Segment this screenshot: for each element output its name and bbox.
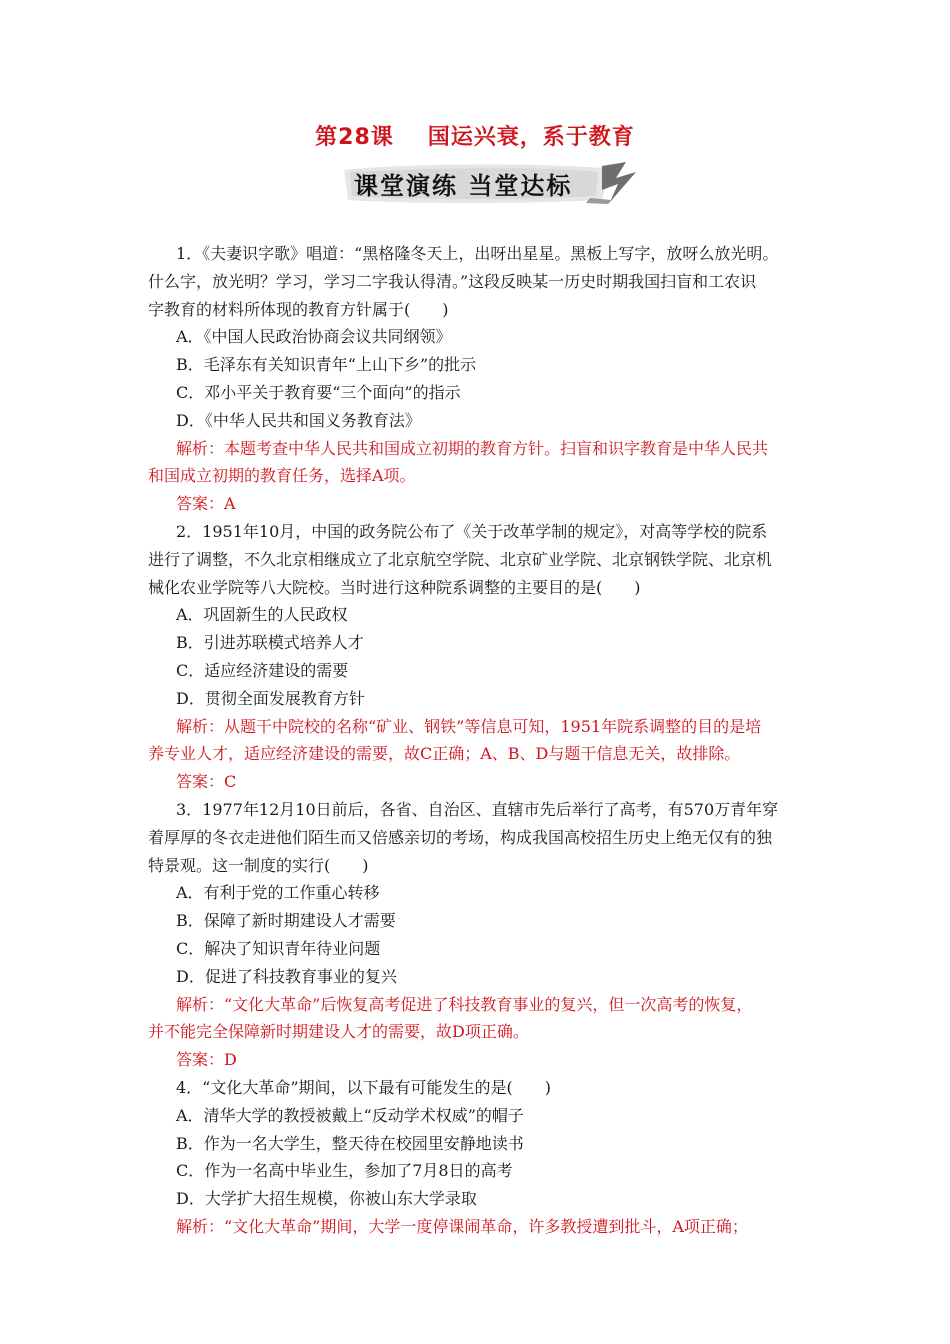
answer-line: 答案：A <box>176 494 236 514</box>
question-line: 什么字，放光明？学习，学习二字我认得清。”这段反映某一历史时期我国扫盲和工农识 <box>148 271 757 291</box>
question-line: C．邓小平关于教育要“三个面向”的指示 <box>176 382 461 402</box>
answer-line: 解析：“文化大革命”后恢复高考促进了科技教育事业的复兴，但一次高考的恢复， <box>176 994 753 1014</box>
question-line: 4．“文化大革命”期间，以下最有可能发生的是( ) <box>176 1077 552 1097</box>
question-line: 特景观。这一制度的实行( ) <box>148 855 369 875</box>
section-banner <box>340 160 640 206</box>
banner-title: 课堂演练 当堂达标 <box>354 172 573 200</box>
question-line: A．《中国人民政治协商会议共同纲领》 <box>176 327 452 347</box>
question-line: 着厚厚的冬衣走进他们陌生而又倍感亲切的考场，构成我国高校招生历史上绝无仅有的独 <box>148 827 773 847</box>
lesson-name: 国运兴衰，系于教育 <box>427 125 635 150</box>
question-line: D．贯彻全面发展教育方针 <box>176 688 365 708</box>
lesson-title <box>0 120 950 151</box>
answer-line: 解析：“文化大革命”期间，大学一度停课闹革命，许多教授遭到批斗，A项正确； <box>176 1216 748 1236</box>
question-line: B．保障了新时期建设人才需要 <box>176 911 396 931</box>
question-line: 进行了调整，不久北京相继成立了北京航空学院、北京矿业学院、北京钢铁学院、北京机 <box>148 549 773 569</box>
question-line: A．有利于党的工作重心转移 <box>176 883 380 903</box>
answer-line: 和国成立初期的教育任务，选择A项。 <box>148 466 416 486</box>
question-line: C．作为一名高中毕业生，参加了7月8日的高考 <box>176 1161 513 1181</box>
question-line: 2．1951年10月，中国的政务院公布了《关于改革学制的规定》，对高等学校的院系 <box>176 521 768 541</box>
question-line: C．适应经济建设的需要 <box>176 660 349 680</box>
question-line: B．引进苏联模式培养人才 <box>176 633 364 653</box>
question-line: 3．1977年12月10日前后，各省、自治区、直辖市先后举行了高考，有570万青年穿 <box>176 799 779 819</box>
lesson-number: 第28课 <box>315 125 394 150</box>
question-line: B．毛泽东有关知识青年“上山下乡”的批示 <box>176 355 477 375</box>
answer-line: 答案：D <box>176 1050 237 1070</box>
question-line: A．清华大学的教授被戴上“反动学术权威”的帽子 <box>176 1105 524 1125</box>
question-line: 字教育的材料所体现的教育方针属于( ) <box>148 299 449 319</box>
question-line: D．大学扩大招生规模，你被山东大学录取 <box>176 1189 477 1209</box>
answer-line: 解析：本题考查中华人民共和国成立初期的教育方针。扫盲和识字教育是中华人民共 <box>176 438 769 458</box>
question-line: C．解决了知识青年待业问题 <box>176 938 381 958</box>
question-line: 械化农业学院等八大院校。当时进行这种院系调整的主要目的是( ) <box>148 577 641 597</box>
question-line: D．《中华人民共和国义务教育法》 <box>176 410 421 430</box>
exercise-content <box>148 240 812 1241</box>
question-line: 1．《夫妻识字歌》唱道：“黑格隆冬天上，出呀出星星。黑板上写字，放呀么放光明。 <box>176 244 779 263</box>
question-line: B．作为一名大学生，整天待在校园里安静地读书 <box>176 1133 524 1153</box>
answer-line: 答案：C <box>176 772 237 792</box>
answer-line: 解析：从题干中院校的名称“矿业、钢铁”等信息可知，1951年院系调整的目的是培 <box>176 716 762 736</box>
answer-line: 并不能完全保障新时期建设人才的需要，故D项正确。 <box>148 1022 529 1042</box>
question-line: D．促进了科技教育事业的复兴 <box>176 966 397 986</box>
question-line: A．巩固新生的人民政权 <box>176 605 348 625</box>
answer-line: 养专业人才，适应经济建设的需要，故C正确；A、B、D与题干信息无关，故排除。 <box>148 744 741 764</box>
